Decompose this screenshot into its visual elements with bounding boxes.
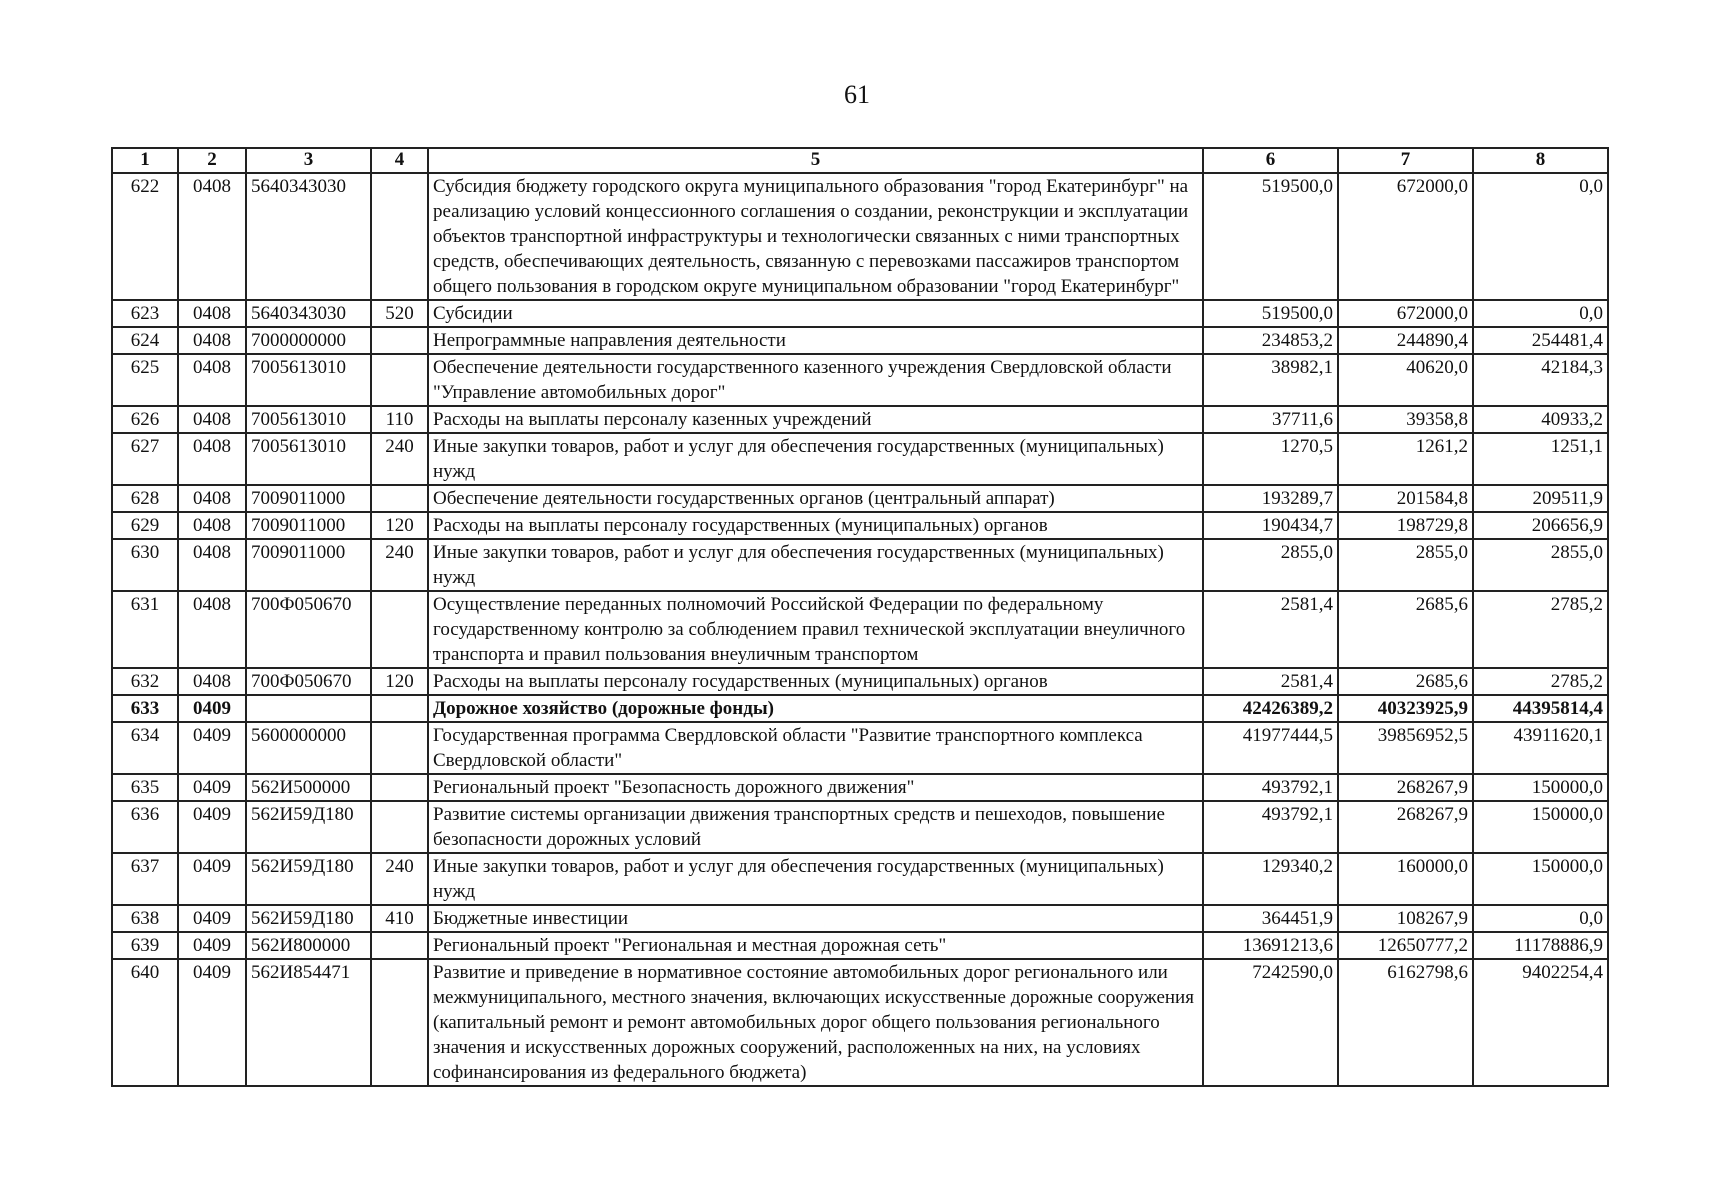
table-row bbox=[112, 591, 1608, 668]
row-number-cell: 637 bbox=[112, 853, 178, 905]
amount-cell-col8: 150000,0 bbox=[1473, 801, 1608, 853]
expense-type-cell: 240 bbox=[371, 853, 428, 905]
description-cell: Субсидия бюджету городского округа муниципального образования "город Екатеринбург" на реализацию условий концессионного соглашения о создании, реконструкции и эксплуатации объектов транспортной инфраструктуры и технологически связанных с ними транспортных средств, обеспечивающих деятельность, связанную с перевозками пассажиров транспортом общего пользования в городском округе муниципальном образовании "город Екатеринбург" bbox=[428, 173, 1203, 300]
table-row bbox=[112, 406, 1608, 433]
section-code-cell: 0408 bbox=[178, 300, 246, 327]
column-header: 5 bbox=[428, 148, 1203, 173]
column-header: 8 bbox=[1473, 148, 1608, 173]
row-number-cell: 635 bbox=[112, 774, 178, 801]
table-row bbox=[112, 853, 1608, 905]
amount-cell-col8: 9402254,4 bbox=[1473, 959, 1608, 1086]
amount-cell-col6: 7242590,0 bbox=[1203, 959, 1338, 1086]
row-number-cell: 639 bbox=[112, 932, 178, 959]
description-cell: Субсидии bbox=[428, 300, 1203, 327]
amount-cell-col8: 254481,4 bbox=[1473, 327, 1608, 354]
amount-cell-col7: 244890,4 bbox=[1338, 327, 1473, 354]
table-row bbox=[112, 512, 1608, 539]
section-code-cell: 0409 bbox=[178, 722, 246, 774]
row-number-cell: 633 bbox=[112, 695, 178, 722]
description-cell: Обеспечение деятельности государственных органов (центральный аппарат) bbox=[428, 485, 1203, 512]
description-cell: Региональный проект "Региональная и местная дорожная сеть" bbox=[428, 932, 1203, 959]
target-code-cell: 562И800000 bbox=[246, 932, 371, 959]
row-number-cell: 628 bbox=[112, 485, 178, 512]
amount-cell-col7: 198729,8 bbox=[1338, 512, 1473, 539]
target-code-cell: 7009011000 bbox=[246, 512, 371, 539]
row-number-cell: 626 bbox=[112, 406, 178, 433]
amount-cell-col6: 364451,9 bbox=[1203, 905, 1338, 932]
table-row bbox=[112, 327, 1608, 354]
target-code-cell: 562И59Д180 bbox=[246, 801, 371, 853]
amount-cell-col7: 672000,0 bbox=[1338, 173, 1473, 300]
row-number-cell: 634 bbox=[112, 722, 178, 774]
expense-type-cell bbox=[371, 591, 428, 668]
expense-type-cell: 240 bbox=[371, 539, 428, 591]
amount-cell-col7: 40323925,9 bbox=[1338, 695, 1473, 722]
section-code-cell: 0409 bbox=[178, 774, 246, 801]
row-number-cell: 638 bbox=[112, 905, 178, 932]
target-code-cell: 700Ф050670 bbox=[246, 668, 371, 695]
description-cell: Иные закупки товаров, работ и услуг для обеспечения государственных (муниципальных) нужд bbox=[428, 853, 1203, 905]
description-cell: Иные закупки товаров, работ и услуг для обеспечения государственных (муниципальных) нужд bbox=[428, 539, 1203, 591]
expense-type-cell bbox=[371, 801, 428, 853]
expense-type-cell bbox=[371, 485, 428, 512]
table-row bbox=[112, 695, 1608, 722]
row-number-cell: 632 bbox=[112, 668, 178, 695]
description-cell: Развитие системы организации движения транспортных средств и пешеходов, повышение безопасности дорожных условий bbox=[428, 801, 1203, 853]
amount-cell-col7: 6162798,6 bbox=[1338, 959, 1473, 1086]
amount-cell-col6: 13691213,6 bbox=[1203, 932, 1338, 959]
description-cell: Бюджетные инвестиции bbox=[428, 905, 1203, 932]
amount-cell-col6: 2581,4 bbox=[1203, 591, 1338, 668]
expense-type-cell bbox=[371, 354, 428, 406]
section-code-cell: 0409 bbox=[178, 959, 246, 1086]
table-row bbox=[112, 485, 1608, 512]
row-number-cell: 623 bbox=[112, 300, 178, 327]
description-cell: Иные закупки товаров, работ и услуг для обеспечения государственных (муниципальных) нужд bbox=[428, 433, 1203, 485]
target-code-cell: 7000000000 bbox=[246, 327, 371, 354]
amount-cell-col8: 209511,9 bbox=[1473, 485, 1608, 512]
target-code-cell: 562И854471 bbox=[246, 959, 371, 1086]
section-code-cell: 0408 bbox=[178, 512, 246, 539]
expense-type-cell: 240 bbox=[371, 433, 428, 485]
description-cell: Региональный проект "Безопасность дорожного движения" bbox=[428, 774, 1203, 801]
amount-cell-col6: 193289,7 bbox=[1203, 485, 1338, 512]
expense-type-cell: 120 bbox=[371, 668, 428, 695]
section-code-cell: 0408 bbox=[178, 591, 246, 668]
amount-cell-col8: 150000,0 bbox=[1473, 853, 1608, 905]
section-code-cell: 0409 bbox=[178, 695, 246, 722]
amount-cell-col8: 11178886,9 bbox=[1473, 932, 1608, 959]
target-code-cell: 562И500000 bbox=[246, 774, 371, 801]
amount-cell-col6: 234853,2 bbox=[1203, 327, 1338, 354]
amount-cell-col7: 1261,2 bbox=[1338, 433, 1473, 485]
section-code-cell: 0408 bbox=[178, 433, 246, 485]
amount-cell-col8: 42184,3 bbox=[1473, 354, 1608, 406]
amount-cell-col6: 129340,2 bbox=[1203, 853, 1338, 905]
target-code-cell: 5640343030 bbox=[246, 173, 371, 300]
amount-cell-col7: 201584,8 bbox=[1338, 485, 1473, 512]
row-number-cell: 631 bbox=[112, 591, 178, 668]
expense-type-cell bbox=[371, 722, 428, 774]
expense-type-cell: 120 bbox=[371, 512, 428, 539]
section-code-cell: 0409 bbox=[178, 932, 246, 959]
table-row bbox=[112, 354, 1608, 406]
section-code-cell: 0409 bbox=[178, 853, 246, 905]
description-cell: Расходы на выплаты персоналу государственных (муниципальных) органов bbox=[428, 512, 1203, 539]
amount-cell-col6: 493792,1 bbox=[1203, 801, 1338, 853]
amount-cell-col8: 2785,2 bbox=[1473, 591, 1608, 668]
section-code-cell: 0408 bbox=[178, 173, 246, 300]
target-code-cell bbox=[246, 695, 371, 722]
description-cell: Дорожное хозяйство (дорожные фонды) bbox=[428, 695, 1203, 722]
amount-cell-col8: 40933,2 bbox=[1473, 406, 1608, 433]
row-number-cell: 627 bbox=[112, 433, 178, 485]
section-code-cell: 0408 bbox=[178, 327, 246, 354]
table-row bbox=[112, 905, 1608, 932]
budget-table bbox=[111, 147, 1609, 1087]
table-row bbox=[112, 959, 1608, 1086]
target-code-cell: 7009011000 bbox=[246, 539, 371, 591]
target-code-cell: 7005613010 bbox=[246, 354, 371, 406]
expense-type-cell: 520 bbox=[371, 300, 428, 327]
row-number-cell: 622 bbox=[112, 173, 178, 300]
target-code-cell: 562И59Д180 bbox=[246, 905, 371, 932]
amount-cell-col6: 2581,4 bbox=[1203, 668, 1338, 695]
amount-cell-col8: 206656,9 bbox=[1473, 512, 1608, 539]
table-row bbox=[112, 668, 1608, 695]
row-number-cell: 624 bbox=[112, 327, 178, 354]
amount-cell-col7: 39856952,5 bbox=[1338, 722, 1473, 774]
column-header: 2 bbox=[178, 148, 246, 173]
expense-type-cell bbox=[371, 327, 428, 354]
amount-cell-col8: 2785,2 bbox=[1473, 668, 1608, 695]
amount-cell-col8: 44395814,4 bbox=[1473, 695, 1608, 722]
amount-cell-col7: 160000,0 bbox=[1338, 853, 1473, 905]
amount-cell-col6: 2855,0 bbox=[1203, 539, 1338, 591]
amount-cell-col7: 2855,0 bbox=[1338, 539, 1473, 591]
column-header: 7 bbox=[1338, 148, 1473, 173]
expense-type-cell bbox=[371, 774, 428, 801]
row-number-cell: 630 bbox=[112, 539, 178, 591]
target-code-cell: 7005613010 bbox=[246, 406, 371, 433]
amount-cell-col7: 12650777,2 bbox=[1338, 932, 1473, 959]
section-code-cell: 0409 bbox=[178, 905, 246, 932]
column-header: 4 bbox=[371, 148, 428, 173]
expense-type-cell bbox=[371, 959, 428, 1086]
amount-cell-col8: 1251,1 bbox=[1473, 433, 1608, 485]
target-code-cell: 700Ф050670 bbox=[246, 591, 371, 668]
target-code-cell: 5640343030 bbox=[246, 300, 371, 327]
amount-cell-col7: 672000,0 bbox=[1338, 300, 1473, 327]
table-row bbox=[112, 173, 1608, 300]
amount-cell-col7: 2685,6 bbox=[1338, 591, 1473, 668]
expense-type-cell: 110 bbox=[371, 406, 428, 433]
amount-cell-col7: 268267,9 bbox=[1338, 774, 1473, 801]
amount-cell-col6: 190434,7 bbox=[1203, 512, 1338, 539]
column-header: 3 bbox=[246, 148, 371, 173]
row-number-cell: 640 bbox=[112, 959, 178, 1086]
amount-cell-col8: 43911620,1 bbox=[1473, 722, 1608, 774]
section-code-cell: 0409 bbox=[178, 801, 246, 853]
description-cell: Государственная программа Свердловской области "Развитие транспортного комплекса Свердловской области" bbox=[428, 722, 1203, 774]
target-code-cell: 7005613010 bbox=[246, 433, 371, 485]
section-code-cell: 0408 bbox=[178, 485, 246, 512]
description-cell: Расходы на выплаты персоналу государственных (муниципальных) органов bbox=[428, 668, 1203, 695]
table-row bbox=[112, 932, 1608, 959]
amount-cell-col6: 493792,1 bbox=[1203, 774, 1338, 801]
amount-cell-col6: 38982,1 bbox=[1203, 354, 1338, 406]
amount-cell-col7: 2685,6 bbox=[1338, 668, 1473, 695]
row-number-cell: 629 bbox=[112, 512, 178, 539]
amount-cell-col8: 2855,0 bbox=[1473, 539, 1608, 591]
amount-cell-col7: 39358,8 bbox=[1338, 406, 1473, 433]
section-code-cell: 0408 bbox=[178, 406, 246, 433]
amount-cell-col8: 150000,0 bbox=[1473, 774, 1608, 801]
description-cell: Развитие и приведение в нормативное состояние автомобильных дорог регионального или межмуниципального, местного значения, включающих искусственные дорожные сооружения (капитальный ремонт и ремонт автомобильных дорог общего пользования регионального значения и искусственных дорожных сооружений, расположенных на них, на условиях софинансирования из федерального бюджета) bbox=[428, 959, 1203, 1086]
target-code-cell: 7009011000 bbox=[246, 485, 371, 512]
column-header: 6 bbox=[1203, 148, 1338, 173]
amount-cell-col6: 519500,0 bbox=[1203, 300, 1338, 327]
amount-cell-col7: 40620,0 bbox=[1338, 354, 1473, 406]
description-cell: Расходы на выплаты персоналу казенных учреждений bbox=[428, 406, 1203, 433]
section-code-cell: 0408 bbox=[178, 354, 246, 406]
table-row bbox=[112, 433, 1608, 485]
row-number-cell: 625 bbox=[112, 354, 178, 406]
amount-cell-col7: 108267,9 bbox=[1338, 905, 1473, 932]
amount-cell-col8: 0,0 bbox=[1473, 300, 1608, 327]
table-row bbox=[112, 300, 1608, 327]
target-code-cell: 562И59Д180 bbox=[246, 853, 371, 905]
expense-type-cell bbox=[371, 932, 428, 959]
amount-cell-col8: 0,0 bbox=[1473, 905, 1608, 932]
table-row bbox=[112, 774, 1608, 801]
section-code-cell: 0408 bbox=[178, 539, 246, 591]
table-row bbox=[112, 722, 1608, 774]
table-row bbox=[112, 539, 1608, 591]
column-header: 1 bbox=[112, 148, 178, 173]
expense-type-cell bbox=[371, 695, 428, 722]
target-code-cell: 5600000000 bbox=[246, 722, 371, 774]
amount-cell-col6: 519500,0 bbox=[1203, 173, 1338, 300]
amount-cell-col6: 41977444,5 bbox=[1203, 722, 1338, 774]
amount-cell-col6: 37711,6 bbox=[1203, 406, 1338, 433]
amount-cell-col6: 1270,5 bbox=[1203, 433, 1338, 485]
description-cell: Осуществление переданных полномочий Российской Федерации по федеральному государственному контролю за соблюдением правил технической эксплуатации внеуличного транспорта и правил пользования внеуличным транспортом bbox=[428, 591, 1203, 668]
table-row bbox=[112, 801, 1608, 853]
amount-cell-col8: 0,0 bbox=[1473, 173, 1608, 300]
section-code-cell: 0408 bbox=[178, 668, 246, 695]
header-row bbox=[112, 148, 1608, 173]
amount-cell-col6: 42426389,2 bbox=[1203, 695, 1338, 722]
description-cell: Обеспечение деятельности государственного казенного учреждения Свердловской области "Управление автомобильных дорог" bbox=[428, 354, 1203, 406]
expense-type-cell bbox=[371, 173, 428, 300]
row-number-cell: 636 bbox=[112, 801, 178, 853]
amount-cell-col7: 268267,9 bbox=[1338, 801, 1473, 853]
page-number: 61 bbox=[844, 80, 870, 109]
expense-type-cell: 410 bbox=[371, 905, 428, 932]
description-cell: Непрограммные направления деятельности bbox=[428, 327, 1203, 354]
